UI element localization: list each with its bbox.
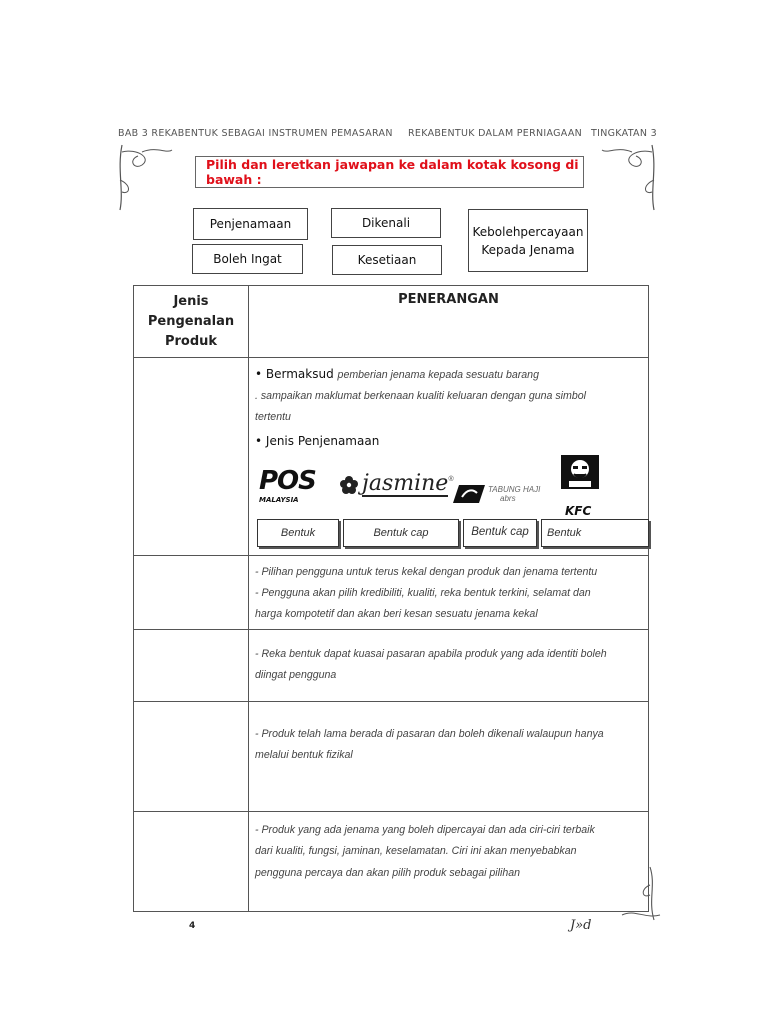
bentuk-box-jasmine[interactable]: Bentuk cap [343, 519, 459, 547]
row1-line2: . sampaikan maklumat berkenaan kualiti keluaran dengan guna simbol [255, 390, 586, 403]
page-number: 4 [189, 921, 196, 931]
tabung-haji-emblem-icon [453, 483, 485, 505]
corner-flourish-bottom-right [620, 865, 670, 925]
table-row-dikenali [134, 702, 649, 812]
tabung-haji-text [488, 485, 540, 503]
answer-kebolehpercayaan[interactable] [468, 209, 588, 272]
bullet-dot: • [255, 367, 266, 381]
drop-zone-row4[interactable] [134, 702, 249, 812]
table-row-boleh-ingat [134, 630, 649, 702]
kfc-logo-text: KFC [565, 503, 592, 518]
tabung-haji-line1: TABUNG HAJI [488, 484, 541, 494]
row2-description [249, 555, 649, 630]
main-table [133, 285, 649, 912]
row1-line3: tertentu [255, 411, 291, 424]
answer-kebolehpercayaan-line1: Kebolehpercayaan [472, 224, 584, 239]
header-jenis-pengenalan-produk [134, 286, 249, 358]
jasmine-logo-text: jasmine [362, 470, 449, 496]
corner-flourish-right [592, 140, 662, 215]
corner-flourish-left [112, 140, 182, 215]
instruction-box [195, 156, 584, 188]
bentuk-row [255, 517, 642, 551]
answer-kebolehpercayaan-line2: Kepada Jenama [481, 242, 575, 257]
header-col1-line2: Pengenalan [147, 314, 235, 330]
row1-bermaksud-line [255, 362, 642, 386]
bentuk-box-pos[interactable]: Bentuk [257, 519, 339, 547]
drop-zone-row3[interactable] [134, 630, 249, 702]
tabung-haji-line2: abrs [500, 493, 516, 503]
answer-boleh-ingat[interactable]: Boleh Ingat [192, 244, 303, 274]
row4-line1: - Produk telah lama berada di pasaran dan boleh dikenali walaupun hanya [255, 728, 604, 741]
row3-description [249, 630, 649, 702]
row4-line2: melalui bentuk fizikal [255, 749, 353, 762]
jasmine-flower-icon [339, 475, 359, 495]
bentuk-box-kfc[interactable]: Bentuk [541, 519, 649, 547]
row1-bermaksud-label: Bermaksud [265, 367, 334, 381]
pos-logo-sub: MALAYSIA [259, 495, 299, 504]
kfc-colonel-icon [561, 455, 599, 499]
jasmine-logo [339, 470, 454, 497]
row1-jenis-label: Jenis Penjenamaan [265, 433, 380, 448]
row2-line3: harga kompotetif dan akan beri kesan sesuatu jenama kekal [255, 607, 538, 620]
header-col1-line1: Jenis [173, 294, 209, 309]
drop-zone-row1[interactable] [134, 358, 249, 556]
table-row-kesetiaan [134, 555, 649, 630]
bentuk-box-tabung-haji[interactable]: Bentuk cap [463, 519, 537, 547]
answer-dikenali[interactable]: Dikenali [331, 208, 441, 238]
header-col1-line3: Produk [164, 334, 218, 350]
header-penerangan: PENERANGAN [249, 286, 649, 358]
row1-description [249, 358, 649, 556]
row4-description [249, 702, 649, 812]
row5-line3: pengguna percaya dan akan pilih produk sebagai pilihan [255, 866, 521, 879]
row1-jenis-line [255, 429, 642, 453]
header-subject: REKABENTUK DALAM PERNIAGAAN [408, 128, 583, 139]
jasmine-registered-mark: ® [448, 475, 454, 483]
answer-penjenamaan[interactable]: Penjenamaan [193, 208, 308, 240]
row5-line2: dari kualiti, fungsi, jaminan, keselamatan. Ciri ini akan menyebabkan [255, 845, 577, 858]
kfc-logo [561, 455, 599, 523]
bullet-dot: • [255, 433, 266, 448]
row2-line1: - Pilihan pengguna untuk terus kekal dengan produk dan jenama tertentu [255, 565, 598, 578]
header-chapter: BAB 3 REKABENTUK SEBAGAI INSTRUMEN PEMASARAN [118, 128, 393, 139]
brand-logos [255, 455, 642, 517]
row5-line1: - Produk yang ada jenama yang boleh dipercayai dan ada ciri-ciri terbaik [255, 824, 595, 837]
row3-line2: diingat pengguna [255, 669, 337, 682]
pos-malaysia-logo [259, 465, 316, 507]
row3-line1: - Reka bentuk dapat kuasai pasaran apabila produk yang ada identiti boleh [255, 648, 607, 661]
pos-logo-main: POS [259, 465, 316, 496]
table-row-penjenamaan [134, 358, 649, 556]
tabung-haji-logo [453, 483, 540, 505]
drop-zone-row5[interactable] [134, 812, 249, 912]
footer-signature: J»d [570, 918, 592, 933]
answer-kesetiaan[interactable]: Kesetiaan [332, 245, 442, 275]
table-row-kebolehpercayaan [134, 812, 649, 912]
row2-line2: - Pengguna akan pilih kredibiliti, kualiti, reka bentuk terkini, selamat dan [255, 586, 591, 599]
header-level: TINGKATAN 3 [591, 128, 657, 139]
row1-bermaksud-text: pemberian jenama kepada sesuatu barang [337, 369, 539, 381]
row5-description [249, 812, 649, 912]
table-header-row [134, 286, 649, 358]
instruction-text: Pilih dan leretkan jawapan ke dalam kotak kosong di bawah : [206, 157, 579, 187]
drop-zone-row2[interactable] [134, 555, 249, 630]
